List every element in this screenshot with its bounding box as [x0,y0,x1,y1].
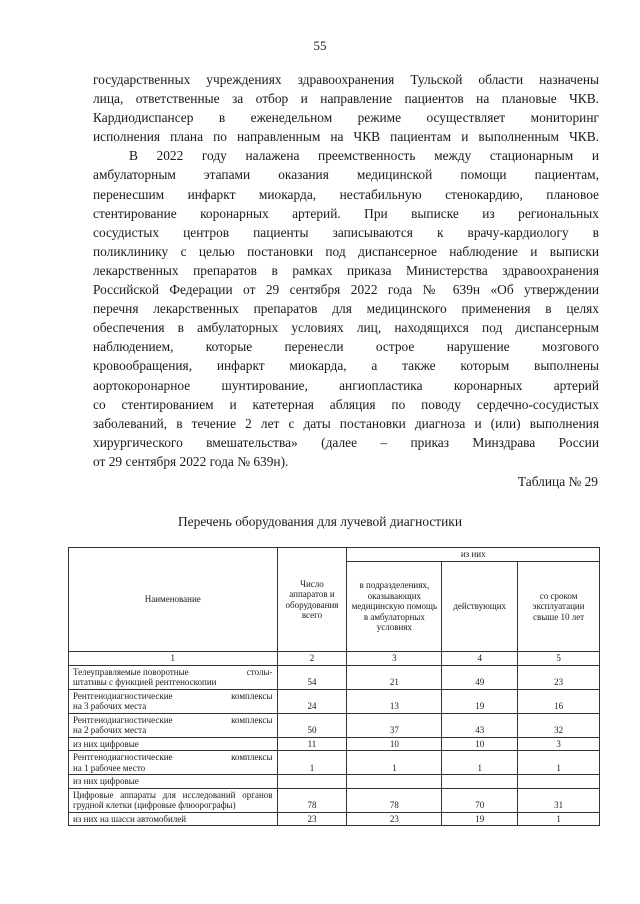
row-name: из них цифровые [69,737,278,751]
text-line: лекарственных препаратов в рамках приказа Министерства здравоохранения [93,262,599,278]
header-total: Число аппаратов и оборудования всего [277,548,347,652]
cell-ambulatory: 78 [347,788,442,812]
text-line: исполнения плана по направленным на ЧКВ пациентам и выполненным ЧКВ. [93,129,599,145]
table-row [69,737,600,751]
column-number: 4 [442,652,518,666]
row-name-part: столы- [246,666,273,677]
row-name: Цифровые аппараты для исследований органов грудной клетки (цифровые флюорографы) [69,788,278,812]
cell-ambulatory: 10 [347,737,442,751]
table-row [69,775,600,789]
cell-ambulatory: 13 [347,689,442,713]
table-row [69,788,600,812]
cell-ambulatory: 37 [347,713,442,737]
table-title: Перечень оборудования для лучевой диагностики [178,514,462,529]
cell-over10: 32 [518,713,600,737]
cell-operating: 49 [442,665,518,689]
cell-total: 78 [277,788,347,812]
equipment-table [68,547,600,826]
cell-total [277,775,347,789]
cell-ambulatory: 21 [347,665,442,689]
row-name-part: Телеуправляемые поворотные [73,666,189,677]
text-line: со стентированием и катетерная абляция по поводу сердечно-сосудистых [93,396,599,412]
cell-operating: 10 [442,737,518,751]
row-name-part: на 3 рабочих места [73,701,147,711]
table-row [69,713,600,737]
page-number: 55 [313,38,327,53]
cell-total: 11 [277,737,347,751]
row-name-part: Рентгенодиагностические [73,752,173,762]
row-name-part: на 2 рабочих места [73,725,147,735]
cell-total: 50 [277,713,347,737]
text-line: хирургического вмешательства» (далее – приказ Минздрава России [93,434,599,450]
row-name [69,713,278,737]
text-line: поликлинику с целью постановки под диспансерное наблюдение и выписки [93,243,599,259]
text-line: стентирование коронарных артерий. При выписке из региональных [93,205,599,221]
paragraph-1 [93,70,599,146]
cell-over10: 31 [518,788,600,812]
text-line: Российской Федерации от 29 сентября 2022 года № 639н «Об утверждении [93,282,599,298]
text-line: перенесшим инфаркт миокарда, нестабильную стенокардию, плановое [93,186,599,202]
text-line: обеспечения в амбулаторных условиях лиц, находящихся под диспансерным [93,320,599,336]
column-number: 1 [69,652,278,666]
paragraph-2 [93,146,599,471]
cell-ambulatory: 23 [347,812,442,826]
cell-total: 54 [277,665,347,689]
row-name [69,665,278,689]
row-name-part: Рентгенодиагностические [73,714,173,725]
cell-total: 23 [277,812,347,826]
header-of-them: из них [347,548,600,562]
cell-over10 [518,775,600,789]
header-over10: со сроком эксплуатации свыше 10 лет [518,562,600,652]
column-numbers-row [69,652,600,666]
cell-over10: 23 [518,665,600,689]
text-line: амбулаторным этапами оказания медицинской помощи пациентам, [93,167,599,183]
row-name-part: Рентгенодиагностические [73,690,173,701]
text-line: сосудистых центров пациенты записываются к врачу-кардиологу в [93,224,599,240]
cell-operating [442,775,518,789]
cell-ambulatory: 1 [347,751,442,775]
cell-operating: 19 [442,689,518,713]
column-number: 3 [347,652,442,666]
column-number: 5 [518,652,600,666]
row-name: из них на шасси автомобилей [69,812,278,826]
header-ambulatory: в подразделениях, оказывающих медицинскую помощь в амбулаторных условиях [347,562,442,652]
cell-total: 24 [277,689,347,713]
header-name: Наименование [69,548,278,652]
cell-operating: 1 [442,751,518,775]
text-line: государственных учреждениях здравоохранения Тульской области назначены [93,72,599,87]
row-name-part: штативы с функцией рентгеноскопии [73,677,217,687]
cell-over10: 1 [518,751,600,775]
text-line: от 29 сентября 2022 года № 639н). [93,453,289,469]
row-name [69,751,278,775]
row-name [69,689,278,713]
cell-ambulatory [347,775,442,789]
row-name-part: комплексы [231,752,273,762]
text-line: заболеваний, в течение 2 лет с даты постановки диагноза и (или) выполнения [93,415,599,431]
cell-total: 1 [277,751,347,775]
text-line: лица, ответственные за отбор и направление пациентов на плановые ЧКВ. [93,91,599,107]
table-row [69,812,600,826]
table-label: Таблица № 29 [517,474,598,489]
text-line: наблюдением, которые перенесли острое нарушение мозгового [93,339,599,355]
text-line: аортокоронарное шунтирование, ангиопластика коронарных артерий [93,377,599,393]
cell-operating: 70 [442,788,518,812]
text-line: В 2022 году налажена преемственность между стационарным и [129,148,599,164]
cell-over10: 1 [518,812,600,826]
body-text [93,70,599,471]
text-line: Кардиодиспансер в еженедельном режиме осуществляет мониторинг [93,110,599,126]
row-name-part: на 1 рабочее место [73,762,146,773]
table-row [69,751,600,775]
text-line: кровообращения, инфаркт миокарда, а также которым выполнены [93,358,599,374]
column-number: 2 [277,652,347,666]
cell-operating: 43 [442,713,518,737]
cell-over10: 3 [518,737,600,751]
row-name-part: комплексы [231,714,273,725]
row-name-part: комплексы [231,690,273,701]
row-name: из них цифровые [69,775,278,789]
table-row [69,689,600,713]
text-line: перечня лекарственных препаратов для медицинского применения в целях [93,301,599,317]
cell-over10: 16 [518,689,600,713]
table-row [69,665,600,689]
header-operating: действующих [442,562,518,652]
cell-operating: 19 [442,812,518,826]
